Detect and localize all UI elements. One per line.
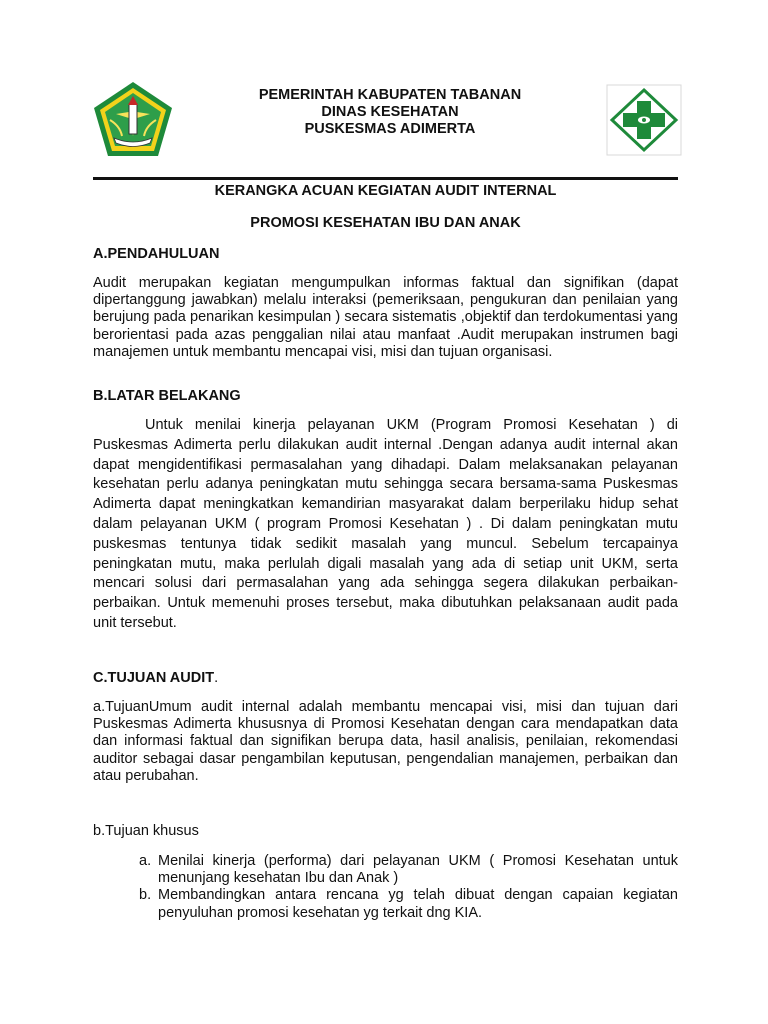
document-subtitle: PROMOSI KESEHATAN IBU DAN ANAK (250, 215, 521, 231)
section-c-heading (93, 670, 218, 686)
letterhead-line-department: DINAS KESEHATAN (321, 104, 459, 120)
list-item-text: Membandingkan antara rencana yg telah dibuat dengan capaian kegiatan penyuluhan promosi kesehatan yg terkait dng KIA. (158, 887, 678, 921)
section-a-heading: A.PENDAHULUAN (93, 246, 220, 262)
list-item-marker: b. (139, 887, 152, 904)
letterhead-divider (93, 177, 678, 180)
section-a-paragraph: Audit merupakan kegiatan mengumpulkan informas faktual dan signifikan (dapat dipertanggung jawabkan) melalu interaksi (pemeriksaan, pengukuran dan penilaian yang berujung pada penarikan kesimpulan ) secara sistematis ,objektif dan terdokumentasi yang berorientasi pada azas penggalian nilai atau manfaat .Audit merupakan instrumen bagi manajemen untuk membantu mencapai visi, misi dan tujuan organisasi. (93, 275, 678, 360)
section-c-heading-period: . (214, 670, 219, 686)
list-item (139, 887, 678, 921)
puskesmas-logo (606, 84, 682, 156)
green-cross-icon (606, 84, 682, 156)
document-title: KERANGKA ACUAN KEGIATAN AUDIT INTERNAL (214, 183, 557, 199)
tabanan-emblem-logo (92, 80, 174, 158)
section-c-general-objective: a.TujuanUmum audit internal adalah membantu mencapai visi, misi dan tujuan dari Puskesmas Adimerta khususnya di Promosi Kesehatan dengan cara mendapatkan data dan informasi faktual dan signifikan berupa data, hasil analisis, penilaian, rekomendasi auditor sebagai dasar pengambilan keputusan, pengendalian manajemen, perbaikan dan atau perubahan. (93, 699, 678, 784)
specific-objectives-label: b.Tujuan khusus (93, 823, 199, 839)
list-item-text: Menilai kinerja (performa) dari pelayanan UKM ( Promosi Kesehatan untuk menunjang kesehatan Ibu dan Anak ) (158, 853, 678, 887)
letterhead-line-government: PEMERINTAH KABUPATEN TABANAN (258, 87, 522, 103)
letterhead-line-puskesmas: PUSKESMAS ADIMERTA (304, 121, 476, 137)
section-b-paragraph: Untuk menilai kinerja pelayanan UKM (Program Promosi Kesehatan ) di Puskesmas Adimerta perlu dilakukan audit internal .Dengan adanya audit internal akan dapat mengidentifikasi permasalahan yang dihadapi. Dalam melaksanakan pelayanan kesehatan perlu adanya peningkatan mutu sehingga secara bersama-sama Puskesmas Adimerta dapat meningkatkan kemandirian masyarakat dalam berperilaku hidup sehat dalam pelayanan UKM ( program Promosi Kesehatan ) . Di dalam peningkatan mutu puskesmas tentunya tidak sedikit masalah yang muncul. Sebelum tercapainya peningkatan mutu, maka perlulah digali masalah yang ada di setiap unit UKM, serta mencari solusi dari permasalahan yang ada sehingga segera dilakukan perbaikan-perbaikan. Untuk memenuhi proses tersebut, maka dibutuhkan pelaksanaan audit pada unit tersebut. (93, 417, 678, 631)
section-c-heading-text: C.TUJUAN AUDIT (93, 670, 215, 686)
emblem-graphic (92, 80, 174, 158)
letterhead (190, 87, 590, 138)
list-item (139, 853, 678, 887)
specific-objectives-list (139, 853, 678, 922)
list-item-marker: a. (139, 853, 152, 869)
section-b-heading: B.LATAR BELAKANG (93, 388, 241, 404)
